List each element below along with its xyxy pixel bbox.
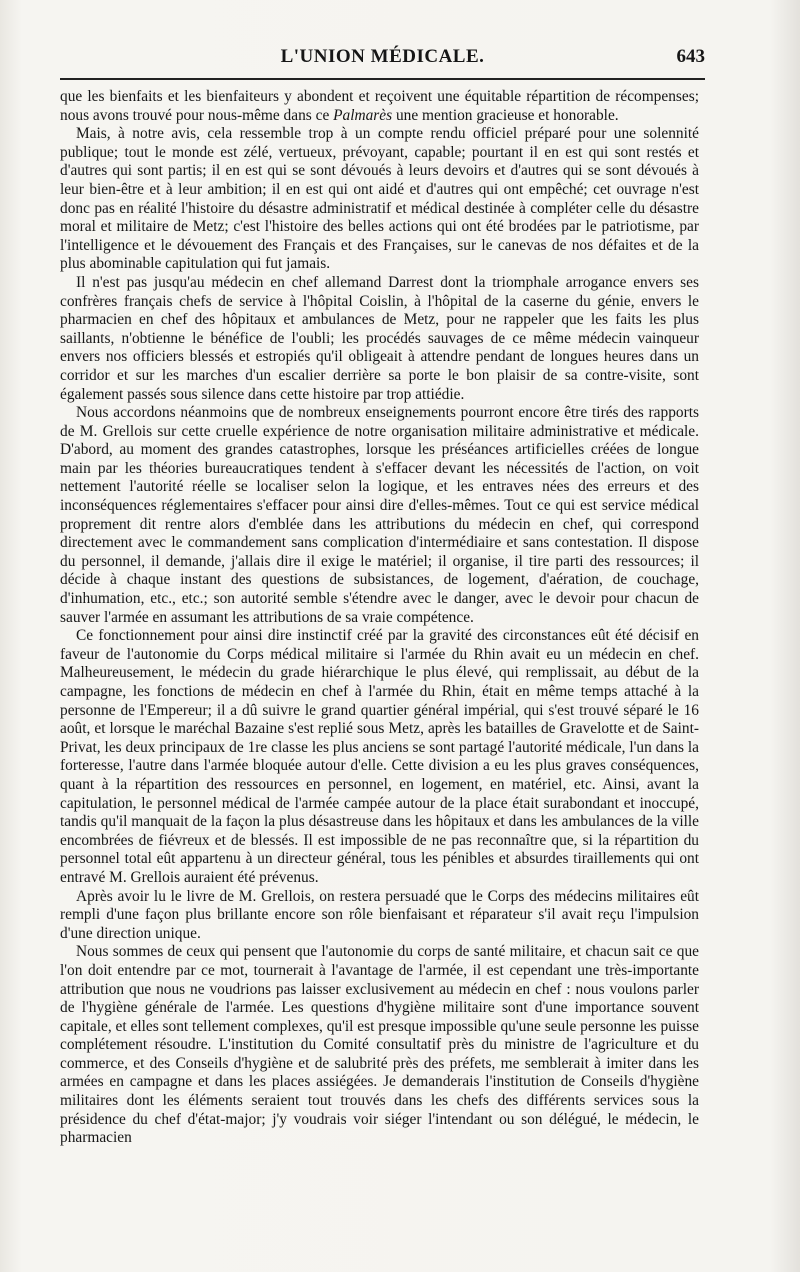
paragraph-6: Après avoir lu le livre de M. Grellois, on restera persuadé que le Corps des médecins militaires eût rempli d'une façon plus brillante encore son rôle bienfaisant et réparateur s'il avait reçu l'impulsion d'une direction unique. [60,887,699,942]
paragraph-1 [60,88,699,125]
paragraph-5: Ce fonctionnement pour ainsi dire instinctif créé par la gravité des circonstances eût été décisif en faveur de l'autonomie du Corps médical militaire si l'armée du Rhin avait eu un médecin en chef. Malheureusement, le médecin du grade hiérarchique le plus élevé, qui remplissait, au début de la campagne, les fonctions de médecin en chef à l'armée du Rhin, était en même temps attaché à la personne de l'Empereur; il a dû suivre le grand quartier général impérial, qui s'est trouvé séparé le 16 août, et lorsque le maréchal Bazaine s'est replié sous Metz, après les batailles de Gravelotte et de Saint-Privat, les deux principaux de 1re classe les plus anciens se sont partagé l'autorité médicale, l'un dans la forteresse, l'autre dans l'armée bloquée autour d'elle. Cette division a eu les plus graves conséquences, quant à la répartition des ressources en personnel, en logement, en matériel, etc. Ainsi, avant la capitulation, le personnel médical de l'armée campée autour de la place était surabondant et inoccupé, tandis qu'il manquait de la façon la plus désastreuse dans les hôpitaux et dans les ambulances de la ville encombrées de fiévreux et de blessés. Il est impossible de ne pas reconnaître que, si la répartition du personnel total eût appartenu à un directeur général, tous les pénibles et absurdes tiraillements qui ont entravé M. Grellois auraient été prévenus. [60,627,699,886]
paragraph-3: Il n'est pas jusqu'au médecin en chef allemand Darrest dont la triomphale arrogance envers ses confrères français chefs de service à l'hôpital Coislin, à l'hôpital de la caserne du génie, envers le pharmacien en chef des hôpitaux et ambulances de Metz, pour ne rappeler que les faits les plus saillants, n'obtienne le bénéfice de l'oubli; les procédés sauvages de ce même médecin vainqueur envers nos officiers blessés et estropiés qu'il obligeait à attendre pendant de longues heures dans un corridor et sur les marches d'un escalier derrière sa porte le bon plaisir de sa contre-visite, sont également passés sous silence dans cette histoire par trop attiédie. [60,273,699,403]
paragraph-2: Mais, à notre avis, cela ressemble trop à un compte rendu officiel préparé pour une solennité publique; tout le monde est zélé, vertueux, prévoyant, capable; pourtant il en est qui sont restés et d'autres qui sont partis; il en est qui se sont dévoués à leurs devoirs et d'autres qui se sont dévoués à leur bien-être et à leur ambition; il en est qui ont aidé et d'autres qui ont empêché; cet ouvrage n'est donc pas en réalité l'histoire du désastre administratif et médical destinée à compléter celle du désastre moral et militaire de Metz; c'est l'histoire des belles actions qui ont été brodées par le patriotisme, par l'intelligence et le dévouement des Français et des Françaises, sur le canevas de nos défaites et de la plus abominable capitulation qui fut jamais. [60,125,699,273]
paragraph-7: Nous sommes de ceux qui pensent que l'autonomie du corps de santé militaire, et chacun sait ce que l'on doit entendre par ce mot, tournerait à l'avantage de l'armée, il est cependant une très-importante attribution que nous ne voudrions pas laisser exclusivement au médecin en chef : nous voulons parler de l'hygiène générale de l'armée. Les questions d'hygiène militaire sont d'une importance souvent capitale, et elles sont tellement complexes, qu'il est presque impossible qu'une seule personne les puisse complétement résoudre. L'institution du Comité consultatif près du ministre de l'agriculture et du commerce, et des Conseils d'hygiène et de salubrité près des préfets, me semblerait à imiter dans les armées en campagne et dans les places assiégées. Je demanderais l'institution de Conseils d'hygiène militaires dont les éléments seraient tout trouvés dans les chefs des différents services sous la présidence du chef d'état-major; j'y voudrais voir siéger l'intendant ou son délégué, le médecin, le pharmacien [60,943,699,1147]
journal-title: L'UNION MÉDICALE. [280,46,485,67]
paragraph-1-after: une mention gracieuse et honorable. [392,106,619,124]
running-head [60,44,705,74]
paragraph-4: Nous accordons néanmoins que de nombreux enseignements pourront encore être tirés des rapports de M. Grellois sur cette cruelle expérience de notre organisation militaire administrative et médicale. D'abord, au moment des grandes catastrophes, lorsque les préséances artificielles créées de longue main par les théories bureaucratiques tendent à s'effacer devant les nécessités de l'action, on voit nettement l'autorité réelle se localiser selon la logique, et les entraves nées des erreurs et des inconséquences réglementaires s'effacer pour ainsi dire d'elles-mêmes. Tout ce qui est service médical proprement dit rentre alors d'emblée dans les attributions du médecin en chef, qui correspond directement avec le commandement sans complication d'intermédiaire et sans contestation. Il dispose du personnel, il demande, j'allais dire il exige le matériel; il organise, il tire parti des ressources; il décide à chaque instant des questions de subsistances, de logement, d'aération, de couchage, d'inhumation, etc., etc.; son autorité semble s'étendre avec le danger, avec le devoir pour chacun de sauver l'armée en assumant les attributions de sa vraie compétence. [60,404,699,626]
page-number: 643 [676,46,705,67]
header-rule [60,78,705,80]
paragraph-1-before: que les bienfaits et les bienfaiteurs y abondent et reçoivent une équitable répartition de récompenses; nous avons trouvé pour nous-même dans ce [60,88,699,124]
body-text [60,88,699,1148]
palmares-italic: Palmarès [333,106,393,124]
